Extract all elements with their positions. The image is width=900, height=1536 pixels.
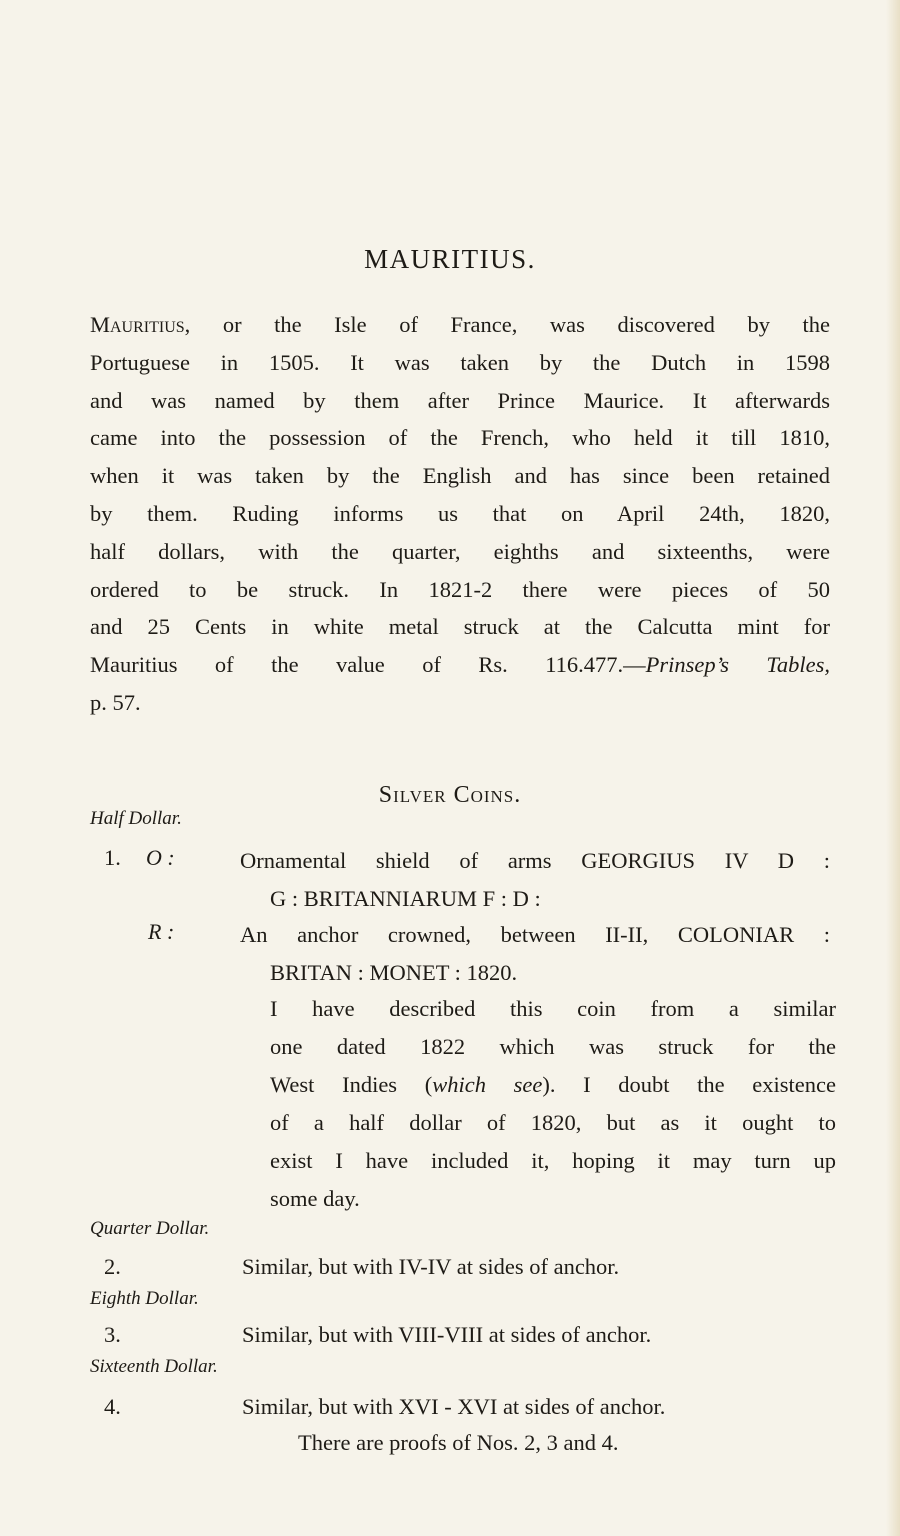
note-line-4: of a half dollar of 1820, but as it ought to	[270, 1110, 836, 1135]
eighth-dollar-description: Similar, but with VIII-VIII at sides of anchor.	[242, 1322, 652, 1347]
reverse-line-1: An anchor crowned, between II-II, COLONIAR :	[240, 922, 830, 947]
note-line-2: one dated 1822 which was struck for the	[270, 1034, 836, 1059]
obverse-line-1: Ornamental shield of arms GEORGIUS IV D :	[240, 848, 830, 873]
quarter-dollar-description: Similar, but with IV-IV at sides of anchor.	[242, 1254, 620, 1279]
section-heading-silver-coins: Silver Coins.	[378, 782, 522, 808]
note-line-1: I have described this coin from a similar	[270, 996, 836, 1021]
intro-line-3: and was named by them after Prince Maurice. It afterwards	[90, 387, 830, 413]
coin-number-2: 2.	[104, 1254, 121, 1279]
label-half-dollar: Half Dollar.	[90, 808, 182, 829]
intro-line-6: by them. Ruding informs us that on April 24th, 1820,	[90, 500, 830, 526]
sixteenth-dollar-description: Similar, but with XVI - XVI at sides of anchor.	[242, 1394, 666, 1419]
intro-line-4: came into the possession of the French, who held it till 1810,	[90, 425, 830, 451]
intro-line-10: Mauritius of the value of Rs. 116.477.—Prinsep’s Tables,	[90, 652, 830, 678]
coin-number-1: 1.	[104, 845, 121, 870]
intro-line-9: and 25 Cents in white metal struck at the Calcutta mint for	[90, 614, 830, 640]
intro-paragraph	[90, 306, 830, 722]
page-edge-shadow	[886, 0, 900, 1536]
note-line-6: some day.	[270, 1186, 360, 1211]
intro-line-1: Mauritius, or the Isle of France, was discovered by the	[90, 312, 830, 337]
intro-line-7: half dollars, with the quarter, eighths and sixteenths, were	[90, 538, 830, 564]
label-sixteenth-dollar: Sixteenth Dollar.	[90, 1356, 218, 1377]
coin-number-3: 3.	[104, 1322, 121, 1347]
obverse-mark: O :	[146, 845, 175, 870]
obverse-line-2: G : BRITANNIARUM F : D :	[270, 886, 541, 911]
which-see-reference: which see	[432, 1072, 543, 1097]
intro-line-2: Portuguese in 1505. It was taken by the Dutch in 1598	[90, 349, 830, 375]
coin-number-4: 4.	[104, 1394, 121, 1419]
page-title: MAURITIUS.	[364, 244, 536, 274]
intro-page-ref: p. 57.	[90, 689, 141, 715]
proofs-note: There are proofs of Nos. 2, 3 and 4.	[298, 1430, 619, 1455]
note-line-3: West Indies (which see). I doubt the existence	[270, 1072, 836, 1097]
intro-line-5: when it was taken by the English and has since been retained	[90, 463, 830, 489]
obverse-description	[240, 842, 830, 918]
half-dollar-note	[270, 990, 836, 1218]
reverse-description	[240, 916, 830, 992]
reverse-mark: R :	[148, 919, 175, 944]
prinsep-reference: Prinsep’s Tables,	[645, 652, 830, 678]
intro-line-8: ordered to be struck. In 1821-2 there were pieces of 50	[90, 576, 830, 602]
intro-lead-word: Mauritius	[90, 312, 185, 337]
label-quarter-dollar: Quarter Dollar.	[90, 1218, 210, 1239]
reverse-line-2: BRITAN : MONET : 1820.	[270, 960, 518, 985]
note-line-5: exist I have included it, hoping it may turn up	[270, 1148, 836, 1173]
label-eighth-dollar: Eighth Dollar.	[90, 1288, 199, 1309]
